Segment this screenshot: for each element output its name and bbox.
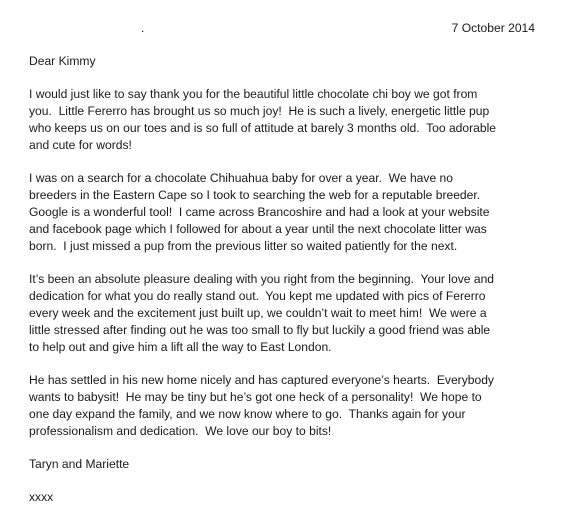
paragraph-line: every week and the excitement just built up, we couldn’t wait to meet him! We were a <box>29 306 487 320</box>
paragraph-line: Google is a wonderful tool! I came across Brancoshire and had a look at your website <box>29 205 490 219</box>
paragraph-line: born. I just missed a pup from the previous litter so waited patiently for the next. <box>29 239 458 253</box>
header-dot: . <box>141 21 145 35</box>
letter <box>29 20 541 506</box>
paragraph-line: one day expand the family, and we now know where to go. Thanks again for your <box>29 407 466 421</box>
paragraph-line: I was on a search for a chocolate Chihuahua baby for over a year. We have no <box>29 171 453 185</box>
paragraph-line: little stressed after finding out he was too small to fly but luckily a good friend was able <box>29 323 491 337</box>
paragraph-line: wants to babysit! He may be tiny but he’s got one heck of a personality! We hope to <box>29 390 482 404</box>
paragraph-line: to help out and give him a lift all the way to East London. <box>29 340 332 354</box>
kisses: xxxx <box>29 490 54 504</box>
paragraph-line: I would just like to say thank you for the beautiful little chocolate chi boy we got from <box>29 87 478 101</box>
salutation: Dear Kimmy <box>29 54 96 68</box>
letter-date: 7 October 2014 <box>451 21 535 35</box>
signoff: Taryn and Mariette <box>29 457 130 471</box>
paragraph-4 <box>29 372 541 440</box>
paragraph-line: professionalism and dedication. We love our boy to bits! <box>29 424 332 438</box>
letter-header <box>29 20 541 37</box>
paragraph-line: who keeps us on our toes and is so full of attitude at barely 3 months old. Too adorable <box>29 121 497 135</box>
paragraph-line: He has settled in his new home nicely and has captured everyone’s hearts. Everybody <box>29 373 494 387</box>
paragraph-line: you. Little Fererro has brought us so much joy! He is such a lively, energetic little pup <box>29 104 490 118</box>
paragraph-line: It’s been an absolute pleasure dealing with you right from the beginning. Your love and <box>29 272 495 286</box>
paragraph-line: and facebook page which I followed for about a year until the next chocolate litter was <box>29 222 487 236</box>
paragraph-2 <box>29 170 541 255</box>
paragraph-line: dedication for what you do really stand out. You kept me updated with pics of Fererro <box>29 289 486 303</box>
paragraph-line: and cute for words! <box>29 138 132 152</box>
paragraph-line: breeders in the Eastern Cape so I took to searching the web for a reputable breeder. <box>29 188 481 202</box>
paragraph-3 <box>29 271 541 356</box>
paragraph-1 <box>29 86 541 154</box>
